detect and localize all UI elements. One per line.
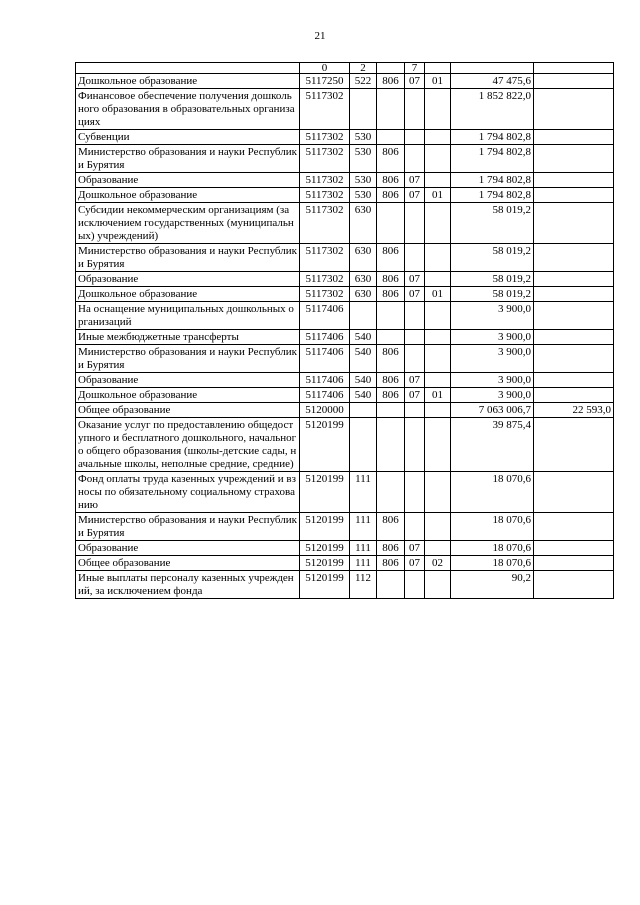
cell-gr: 806: [377, 345, 405, 373]
cell-rz: [405, 418, 425, 472]
cell-vr: 111: [350, 472, 377, 513]
cell-name: Фонд оплаты труда казенных учреждений и взносы по обязательному социальному страхованию: [76, 472, 300, 513]
cell-rz: [405, 302, 425, 330]
cell-sum2: [534, 272, 614, 287]
table-row: [76, 130, 614, 145]
cell-pr: 02: [425, 556, 451, 571]
cell-rz: [405, 89, 425, 130]
cell-name: Дошкольное образование: [76, 74, 300, 89]
cell-pr: [425, 203, 451, 244]
cell-vr: 530: [350, 173, 377, 188]
budget-table: [75, 62, 614, 599]
cell-sum2: [534, 173, 614, 188]
table-row: [76, 89, 614, 130]
cell-gr: [377, 302, 405, 330]
cell-vr: 111: [350, 556, 377, 571]
cell-gr: [377, 472, 405, 513]
cell-name: Субвенции: [76, 130, 300, 145]
header-cell-csr: 0: [300, 63, 350, 74]
cell-rz: 07: [405, 388, 425, 403]
table-row: [76, 302, 614, 330]
cell-pr: [425, 145, 451, 173]
cell-sum1: 1 794 802,8: [451, 188, 534, 203]
cell-sum2: [534, 418, 614, 472]
cell-pr: [425, 472, 451, 513]
cell-vr: 111: [350, 541, 377, 556]
table-body: [76, 63, 614, 599]
cell-sum1: 3 900,0: [451, 388, 534, 403]
cell-gr: [377, 130, 405, 145]
table-row: [76, 571, 614, 599]
cell-rz: [405, 145, 425, 173]
cell-gr: 806: [377, 244, 405, 272]
cell-csr: 5120199: [300, 541, 350, 556]
cell-csr: 5117250: [300, 74, 350, 89]
cell-sum1: 58 019,2: [451, 272, 534, 287]
page-number: 21: [314, 30, 326, 42]
table-row: [76, 513, 614, 541]
cell-name: Министерство образования и науки Республики Бурятия: [76, 345, 300, 373]
cell-sum1: 18 070,6: [451, 472, 534, 513]
cell-pr: [425, 330, 451, 345]
cell-name: Дошкольное образование: [76, 188, 300, 203]
table-row: [76, 272, 614, 287]
cell-name: Субсидии некоммерческим организациям (за исключением государственных (муниципальных) учреждений): [76, 203, 300, 244]
cell-pr: [425, 130, 451, 145]
cell-csr: 5117302: [300, 244, 350, 272]
cell-rz: 07: [405, 541, 425, 556]
header-cell-vr: 2: [350, 63, 377, 74]
cell-rz: 07: [405, 74, 425, 89]
cell-gr: 806: [377, 513, 405, 541]
cell-pr: [425, 345, 451, 373]
cell-vr: 540: [350, 388, 377, 403]
table-header-row: [76, 63, 614, 74]
cell-pr: 01: [425, 188, 451, 203]
cell-pr: [425, 373, 451, 388]
cell-sum2: [534, 244, 614, 272]
cell-sum1: 3 900,0: [451, 302, 534, 330]
cell-sum1: 7 063 006,7: [451, 403, 534, 418]
cell-vr: [350, 302, 377, 330]
header-cell-rz: 7: [405, 63, 425, 74]
header-cell-pr: [425, 63, 451, 74]
cell-gr: 806: [377, 272, 405, 287]
cell-gr: 806: [377, 373, 405, 388]
cell-gr: [377, 203, 405, 244]
cell-csr: 5117302: [300, 287, 350, 302]
cell-vr: 630: [350, 272, 377, 287]
cell-name: Общее образование: [76, 403, 300, 418]
cell-vr: 540: [350, 345, 377, 373]
cell-sum1: 3 900,0: [451, 330, 534, 345]
cell-name: Министерство образования и науки Республики Бурятия: [76, 244, 300, 272]
cell-sum1: 58 019,2: [451, 287, 534, 302]
cell-name: Оказание услуг по предоставлению общедоступного и бесплатного дошкольного, начального общего образования (школы-детские сады, начальные школы, неполные средние, средние): [76, 418, 300, 472]
cell-csr: 5117406: [300, 388, 350, 403]
cell-sum2: [534, 388, 614, 403]
cell-sum1: 3 900,0: [451, 345, 534, 373]
cell-sum1: 1 852 822,0: [451, 89, 534, 130]
cell-csr: 5117406: [300, 330, 350, 345]
cell-pr: [425, 89, 451, 130]
cell-vr: [350, 403, 377, 418]
cell-rz: 07: [405, 287, 425, 302]
cell-name: Иные выплаты персоналу казенных учреждений, за исключением фонда: [76, 571, 300, 599]
cell-csr: 5120199: [300, 418, 350, 472]
cell-rz: [405, 203, 425, 244]
table-row: [76, 373, 614, 388]
cell-sum2: [534, 571, 614, 599]
cell-sum1: 1 794 802,8: [451, 173, 534, 188]
cell-pr: [425, 403, 451, 418]
cell-gr: [377, 330, 405, 345]
cell-gr: 806: [377, 556, 405, 571]
table-row: [76, 145, 614, 173]
cell-rz: [405, 571, 425, 599]
cell-vr: [350, 418, 377, 472]
cell-sum2: [534, 541, 614, 556]
cell-name: Иные межбюджетные трансферты: [76, 330, 300, 345]
cell-vr: 530: [350, 130, 377, 145]
table-row: [76, 188, 614, 203]
cell-rz: 07: [405, 373, 425, 388]
cell-sum2: [534, 188, 614, 203]
cell-sum2: [534, 302, 614, 330]
cell-gr: 806: [377, 74, 405, 89]
cell-vr: 112: [350, 571, 377, 599]
cell-name: Образование: [76, 541, 300, 556]
cell-vr: 630: [350, 287, 377, 302]
cell-csr: 5117406: [300, 373, 350, 388]
cell-csr: 5117406: [300, 345, 350, 373]
cell-sum2: [534, 513, 614, 541]
cell-sum2: [534, 556, 614, 571]
cell-name: На оснащение муниципальных дошкольных организаций: [76, 302, 300, 330]
cell-rz: 07: [405, 173, 425, 188]
cell-csr: 5117302: [300, 272, 350, 287]
cell-gr: [377, 418, 405, 472]
cell-rz: 07: [405, 188, 425, 203]
cell-rz: 07: [405, 272, 425, 287]
cell-rz: [405, 244, 425, 272]
cell-gr: [377, 403, 405, 418]
cell-sum2: [534, 287, 614, 302]
cell-rz: [405, 130, 425, 145]
cell-rz: 07: [405, 556, 425, 571]
cell-rz: [405, 330, 425, 345]
cell-gr: [377, 571, 405, 599]
cell-name: Образование: [76, 373, 300, 388]
cell-gr: 806: [377, 173, 405, 188]
cell-name: Дошкольное образование: [76, 388, 300, 403]
cell-gr: 806: [377, 188, 405, 203]
cell-vr: 530: [350, 188, 377, 203]
table-row: [76, 203, 614, 244]
cell-sum1: 58 019,2: [451, 244, 534, 272]
cell-csr: 5117302: [300, 173, 350, 188]
cell-csr: 5120000: [300, 403, 350, 418]
header-cell-sum2: [534, 63, 614, 74]
cell-pr: [425, 418, 451, 472]
table-row: [76, 345, 614, 373]
cell-vr: 530: [350, 145, 377, 173]
cell-pr: [425, 541, 451, 556]
cell-pr: [425, 272, 451, 287]
table-row: [76, 388, 614, 403]
cell-pr: [425, 302, 451, 330]
cell-sum1: 47 475,6: [451, 74, 534, 89]
table-row: [76, 418, 614, 472]
cell-pr: [425, 513, 451, 541]
table-row: [76, 556, 614, 571]
cell-name: Министерство образования и науки Республики Бурятия: [76, 513, 300, 541]
cell-sum1: 90,2: [451, 571, 534, 599]
cell-csr: 5120199: [300, 472, 350, 513]
cell-gr: 806: [377, 388, 405, 403]
header-cell-sum1: [451, 63, 534, 74]
cell-pr: 01: [425, 74, 451, 89]
cell-vr: 630: [350, 203, 377, 244]
cell-vr: 630: [350, 244, 377, 272]
cell-name: Образование: [76, 173, 300, 188]
cell-sum2: [534, 373, 614, 388]
cell-name: Дошкольное образование: [76, 287, 300, 302]
cell-name: Образование: [76, 272, 300, 287]
cell-sum2: [534, 203, 614, 244]
table-row: [76, 244, 614, 272]
cell-csr: 5117302: [300, 130, 350, 145]
cell-gr: 806: [377, 287, 405, 302]
cell-csr: 5117302: [300, 145, 350, 173]
cell-pr: 01: [425, 287, 451, 302]
cell-sum1: 18 070,6: [451, 541, 534, 556]
cell-sum2: [534, 130, 614, 145]
cell-csr: 5120199: [300, 513, 350, 541]
cell-sum2: [534, 145, 614, 173]
header-cell-name: [76, 63, 300, 74]
cell-sum1: 18 070,6: [451, 556, 534, 571]
cell-sum2: 22 593,0: [534, 403, 614, 418]
cell-pr: 01: [425, 388, 451, 403]
cell-vr: 522: [350, 74, 377, 89]
cell-rz: [405, 345, 425, 373]
cell-name: Финансовое обеспечение получения дошкольного образования в образовательных организациях: [76, 89, 300, 130]
cell-sum1: 3 900,0: [451, 373, 534, 388]
cell-gr: [377, 89, 405, 130]
cell-csr: 5117302: [300, 89, 350, 130]
cell-gr: 806: [377, 541, 405, 556]
table-row: [76, 287, 614, 302]
table-row: [76, 74, 614, 89]
table-row: [76, 403, 614, 418]
cell-sum2: [534, 472, 614, 513]
cell-sum1: 58 019,2: [451, 203, 534, 244]
cell-vr: [350, 89, 377, 130]
table-row: [76, 472, 614, 513]
cell-csr: 5120199: [300, 571, 350, 599]
cell-vr: 540: [350, 373, 377, 388]
cell-name: Министерство образования и науки Республики Бурятия: [76, 145, 300, 173]
cell-gr: 806: [377, 145, 405, 173]
cell-vr: 111: [350, 513, 377, 541]
table-row: [76, 173, 614, 188]
cell-csr: 5117302: [300, 203, 350, 244]
table-row: [76, 541, 614, 556]
cell-sum2: [534, 74, 614, 89]
cell-name: Общее образование: [76, 556, 300, 571]
cell-pr: [425, 244, 451, 272]
cell-pr: [425, 173, 451, 188]
cell-sum2: [534, 345, 614, 373]
cell-csr: 5117406: [300, 302, 350, 330]
cell-rz: [405, 403, 425, 418]
cell-csr: 5120199: [300, 556, 350, 571]
cell-pr: [425, 571, 451, 599]
cell-sum1: 1 794 802,8: [451, 145, 534, 173]
table-row: [76, 330, 614, 345]
cell-sum1: 1 794 802,8: [451, 130, 534, 145]
cell-rz: [405, 513, 425, 541]
cell-sum1: 39 875,4: [451, 418, 534, 472]
cell-sum2: [534, 330, 614, 345]
cell-sum2: [534, 89, 614, 130]
cell-csr: 5117302: [300, 188, 350, 203]
cell-vr: 540: [350, 330, 377, 345]
header-cell-gr: [377, 63, 405, 74]
cell-rz: [405, 472, 425, 513]
cell-sum1: 18 070,6: [451, 513, 534, 541]
